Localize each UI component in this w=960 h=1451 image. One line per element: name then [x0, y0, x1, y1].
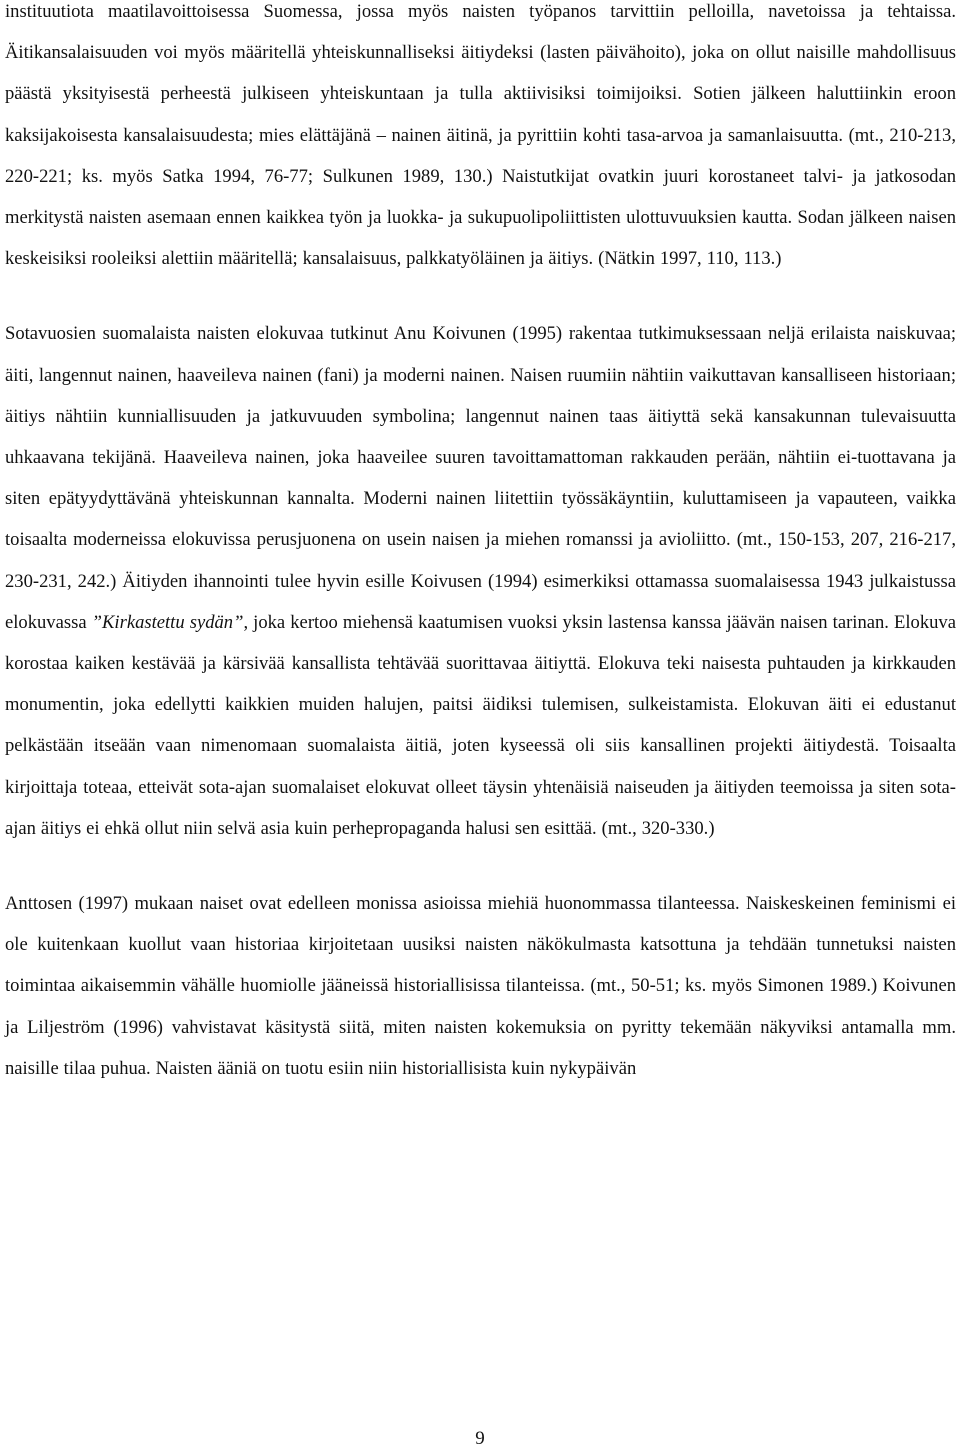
document-page [5, 0, 956, 1089]
paragraph-1 [5, 0, 956, 279]
paragraph-2-text-start: Sotavuosien suomalaista naisten elokuvaa tutkinut Anu Koivunen (1995) rakentaa tutkimuksessaan neljä erilaista naiskuvaa; äiti, langennut nainen, haaveileva nainen (fani) ja moderni nainen. Naisen ruumiin nähtiin vaikuttavan kansalliseen historiaan; äitiys nähtiin kunniallisuuden ja jatkuvuuden symbolina; langennut nainen taas äitiyttä sekä kansakunnan tulevaisuutta uhkaavana tekijänä. Haaveileva nainen, joka haaveilee suuren tavoittamattoman rakkauden perään, nähtiin ei-tuottavana ja siten epätyydyttävänä yhteiskunnan kannalta. Moderni nainen liitettiin työssäkäyntiin, kuluttamiseen ja vapauteen, vaikka toisaalta moderneissa elokuvissa perusjuonena on usein naisen ja miehen romanssi ja avioliitto. (mt., 150-153, 207, 216-217, 230-231, 242.) Äitiyden ihannointi tulee hyvin esille Koivusen (1994) esimerkiksi ottamassa suomalaisessa 1943 julkaistussa elokuvassa [5, 323, 956, 633]
paragraph-1-text: instituutiota maatilavoittoisessa Suomessa, jossa myös naisten työpanos tarvittiin pelloilla, navetoissa ja tehtaissa. Äitikansalaisuuden voi myös määritellä yhteiskunnalliseksi äitiydeksi (lasten päivähoito), joka on ollut naisille mahdollisuus päästä yksityisestä perheestä julkiseen yhteiskuntaan ja tulla aktiivisiksi toimijoiksi. Sotien jälkeen haluttiinkin eroon kaksijakoisesta kansalaisuudesta; mies elättäjänä – nainen äitinä, ja pyrittiin kohti tasa-arvoa ja samanlaisuutta. (mt., 210-213, 220-221; ks. myös Satka 1994, 76-77; Sulkunen 1989, 130.) Naistutkijat ovatkin juuri korostaneet talvi- ja jatkosodan merkitystä naisten asemaan ennen kaikkea työn ja luokka- ja sukupuolipoliittisten ulottuvuuksien kautta. Sodan jälkeen naisen keskeisiksi rooleiksi alettiin määritellä; kansalaisuus, palkkatyöläinen ja äitiys. (Nätkin 1997, 110, 113.) [5, 1, 956, 270]
page-number: 9 [475, 1428, 485, 1449]
film-title: ”Kirkastettu sydän” [91, 611, 244, 633]
paragraph-2 [5, 313, 956, 849]
paragraph-3-text: Anttosen (1997) mukaan naiset ovat edelleen monissa asioissa miehiä huonommassa tilanteessa. Naiskeskeinen feminismi ei ole kuitenkaan kuollut vaan historiaa kirjoitetaan uusiksi naisten näkökulmasta katsottuna ja tehdään tunnetuksi naisten toimintaa aikaisemmin vähälle huomiolle jääneissä historiallisissa tilanteissa. (mt., 50-51; ks. myös Simonen 1989.) Koivunen ja Liljeström (1996) vahvistavat käsitystä siitä, miten naisten kokemuksia on pyritty tekemään näkyviksi antamalla mm. naisille tilaa puhua. Naisten ääniä on tuotu esiin niin historiallisista kuin nykypäivän [5, 893, 956, 1079]
paragraph-2-text-end: , joka kertoo miehensä kaatumisen vuoksi yksin lastensa kanssa jäävän naisen tarinan. Elokuva korostaa kaiken kestävää ja kärsivää kansallista tehtävää suorittavaa äitiyttä. Elokuva teki naisesta puhtauden ja kirkkauden monumentin, joka edellytti kaikkien muiden halujen, paitsi äidiksi tulemisen, sulkeistamista. Elokuvan äiti ei edustanut pelkästään itseään vaan nimenomaan suomalaista äitiä, joten kyseessä oli siis kansallinen projekti äitiydestä. Toisaalta kirjoittaja toteaa, etteivät sota-ajan suomalaiset elokuvat olleet täysin yhtenäisiä naiseuden ja äitiyden teemoissa ja siten sota-ajan äitiys ei ehkä ollut niin selvä asia kuin perhepropaganda halusi sen esittää. (mt., 320-330.) [5, 611, 956, 839]
paragraph-3 [5, 883, 956, 1089]
